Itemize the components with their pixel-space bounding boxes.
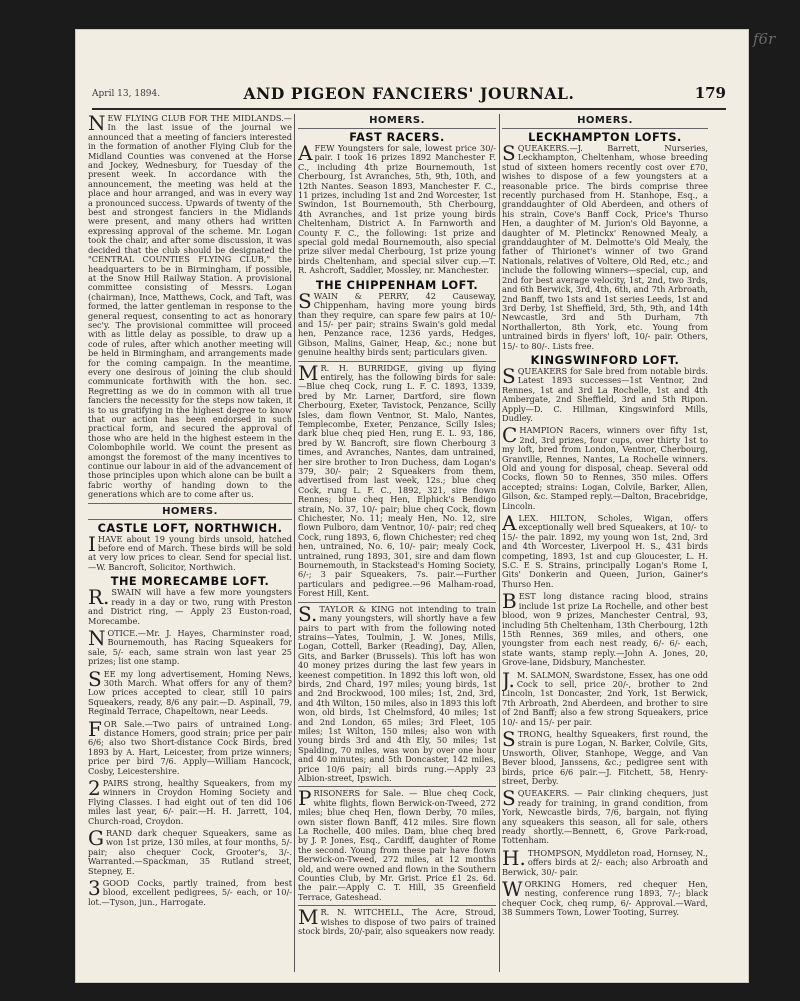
ad-text: R.SWAIN will have a few more youngsters ready in a day or two, rung with Preston and District ring, — Apply 23 Euston-road, Morecambe.: [88, 585, 292, 626]
ad-text: WORKING Homers, red chequer Hen, nesting, conference rung 1893, 7/-; black chequer Cock, cheq rump, 6/- Approval.—Ward, 38 Summers Town, Lower Tooting, Surrey.: [502, 877, 708, 918]
section-heading: HOMERS.: [577, 115, 633, 126]
ad-text: MR. N. WITCHELL, The Acre, Stroud, wishes to dispose of two pairs of trained stock birds, 20/-pair, also squeakers now ready.: [298, 905, 496, 937]
ad-text: H.THOMPSON, Myddleton road, Hornsey, N., offers birds at 2/- each; also Arbroath and Berwick, 30/- pair.: [502, 845, 708, 877]
ad-text: SQUEAKERS for Sale bred from notable birds. Latest 1893 successes—1st Ventnor, 2nd Rennes, 1st and 3rd La Rochelle, 1st and 4th Ambergate, 2nd Sheffield, 3rd and 5th Ripon. Apply—D. C. Hillman, Kingswinford Mills, Dudley.: [502, 363, 708, 423]
journal-title: AND PIGEON FANCIERS' JOURNAL.: [243, 84, 575, 103]
column-2: [298, 114, 496, 974]
ad-heading: THE CHIPPENHAM LOFT.: [315, 278, 479, 292]
ad-heading: LECKHAMPTON LOFTS.: [528, 131, 682, 144]
ad-text: 3GOOD Cocks, partly trained, from best blood, excellent pedigrees, 5/- each, or 10/- lot.—Tyson, jun., Harrogate.: [88, 876, 292, 907]
column-3: [502, 114, 708, 974]
ad-text: IHAVE about 19 young birds unsold, hatched before end of March. These birds will be sold at very low prices to clear. Send for special list.—W. Bancroft, Solicitor, Northwich.: [88, 531, 292, 572]
ad-text: GRAND dark chequer Squeakers, same as won 1st prize, 130 miles, at four months, 5/- pair; also chequer Cock, Grooter's, 3/-. Warranted.—Spackman, 35 Rutland street, Stepney, E.: [88, 826, 292, 876]
ad-text: FOR Sale.—Two pairs of untrained Long-distance Homers, good strain; price per pair 6/6; also two Short-distance Cock Birds, bred 1893 by A. Hart, Leicester, from prize winners; price per bird 7/6. Apply—William Hancock, Cosby, Leicestershire.: [88, 716, 292, 776]
ad-text: SWAIN & PERRY, 42 Causeway, Chippenham, having more young birds than they require, can spare few pairs at 10/- and 15/- per pair; strains Swain's gold medal hen, Penzance race, 1236 yards, Hedges, Gibson, Malins, Gainer, Heap, &c.; none but genuine healthy birds sent; particulars given.: [298, 288, 496, 358]
divider: [298, 128, 496, 129]
section-heading: HOMERS.: [369, 115, 425, 126]
header-rule: [92, 108, 726, 110]
ad-text: STRONG, healthy Squeakers, first round, the strain is pure Logan, N. Barker, Colvile, Gits, Unsworth, Oliver, Stanhope, Wegge, and Van Bever blood, Janssens, &c.; pedigree sent with birds, price 6/6 pair.—J. Fitchett, 58, Henry-street, Derby.: [502, 726, 708, 786]
page-header: [92, 84, 726, 106]
ad-text: S.TAYLOR & KING not intending to train many youngsters, will shortly have a few pairs to part with from the following noted strains—Yates, Toulmin, J. W. Jones, Mills, Logan, Cottell, Barker (Reading), Day, Allen, Gits, and Barker (Brussels). This loft has won 40 money prizes during the last few years in keenest competition. In 1892 this loft won, old birds, 2nd Chard, 197 miles; young birds, 1st and 2nd Brockwood, 100 miles; 1st, 2nd, 3rd, and 4th Wilton, 150 miles, also in 1893 this loft won, old birds, 1st Chelmsford, 40 miles; 1st and 2nd London, 65 miles; 3rd Fleet, 105 miles; 1st Wilton, 150 miles; also won with young birds 3rd and 4th Ely, 50 miles; 1st Spalding, 70 miles, was won by over one hour and 40 minutes; and 5th Doncaster, 142 miles, price 10/6 pair; all birds rung.—Apply 23 Albion-street, Ipswich.: [298, 601, 496, 783]
ad-text: J.M. SALMON, Swardstone, Essex, has one odd Cock to sell, price 20/-, brother to 2nd Lincoln, 1st Doncaster, 2nd York, 1st Berwick, 7th Arbroath, 2nd Aberdeen, and brother to sire of 2nd Banff; also a few strong Squeakers, price 10/- and 15/- per pair.: [502, 667, 708, 727]
ad-text: SQUEAKERS.—J. Barrett, Nurseries, Leckhampton, Cheltenham, whose breeding stud of sixteen homers recently cost over £70, wishes to dispose of a few youngsters at a reasonable price. The birds comprise three recently purchased from H. Stanhope, Esq., a granddaughter of Old Aberdeen, and others of his strain, Cove's Banff Cock, Price's Thurso Hen, a daughter of M. Jurion's Old Bayonne, a daughter of M. Pletinckx' Renowned Mealy, a granddaughter of M. Delmotte's Old Mealy, the father of Thirionet's winner of two Grand Nationals, relatives of Voltere, Old Red, etc.; and include the following winners—special, cup, and 2nd for best average velocity, 1st, 2nd, two 3rds, and 6th Berwick, 3rd, 4th, 6th, and 7th Arbroath, 2nd Banff, two 1sts and 1st series Leeds, 1st and 3rd Derby, 1st Sheffield, 3rd, 5th, 9th, and 14th Newcastle, 3rd and 5th Durham, 7th Northallerton, 8th York, etc. Young from untrained birds in flyers' loft, 10/- pair. Others, 15/- to 80/-. Lists free.: [502, 141, 708, 351]
divider: [502, 128, 708, 129]
divider: [298, 602, 496, 603]
page-number: 179: [694, 84, 726, 102]
ad-heading: THE MORECAMBE LOFT.: [110, 575, 270, 589]
column-1: [88, 114, 292, 974]
ad-text: CHAMPION Racers, winners over fifty 1st, 2nd, 3rd prizes, four cups, over thirty 1st to my loft, bred from London, Ventnor, Cherbourg, Granville, Rennes, Nantes, La Rochelle winners. Old and young for disposal, cheap. Several odd Cocks, flown 50 to Rennes, 350 miles. Offers accepted; strains: Logan, Colvile, Barker, Allen, Gilson, &c. Stamped reply.—Dalton, Bracebridge, Lincoln.: [502, 423, 708, 511]
ad-text: SQUEAKERS. — Pair clinking chequers, just ready for training, in grand condition, from York, Newcastle birds, 7/6, bargain, not flying any squeakers this season, all for sale, others ready shortly.—Bennett, 6, Grove Park-road, Tottenham.: [502, 786, 708, 846]
divider: [88, 519, 292, 520]
column-divider: [294, 114, 295, 972]
ad-heading: FAST RACERS.: [349, 131, 445, 144]
divider: [298, 361, 496, 362]
column-divider: [499, 114, 500, 972]
ad-text: NOTICE.—Mr. J. Hayes, Charminster road, Bournemouth, has Racing Squeakers for sale, 5/- each, same strain won last year 25 prizes; list one stamp.: [88, 625, 292, 667]
pencil-annotation: f6r: [753, 30, 776, 48]
ad-text: SEE my long advertisement, Homing News, 30th March. What offers for any of them? Low prices accepted to clear, still 10 pairs Squeakers, ready, 8/6 any pair.—D. Aspinall, 79, Reginald Terrace, Chapeltown, near Leeds.: [88, 666, 292, 717]
ad-text: MR. H. BURRIDGE, giving up flying entirely, has the following birds for sale:—Blue cheq Cock, rung L. F. C. 1893, 1339, bred by Mr. Larner, Dartford, sire flown Cherbourg, Exeter, Tavistock, Penzance, Scilly Isles, dam flown Ventnor, St. Malo, Nantes, Templecombe, Exeter, Penzance, Scilly Isles; dark blue cheq pied Hen, rung E. L. 93, 186, bred by W. Bancroft, sire flown Cherbourg 3 times, and Avranches, Nantes, dam untrained, her sire brother to Iron Duchess, dam Logan's 379, 30/- pair; 2 Squeakers from them, advertised from last week, 12s.; blue cheq Cock, rung L. F. C., 1892, 321, sire flown Rennes; blue cheq Hen, Elphick's Bendigo strain, No. 37, 10/- pair; blue cheq Cock, flown Chichester, No. 11; mealy Hen, No. 12, sire flown Pulboro, dam Ventnor, 10/- pair; red cheq Cock, rung 1893, 6, flown Chichester; red cheq hen, untrained, No. 6, 10/- pair; mealy Cock, untrained, rung 1893, 301, sire and dam flown Bournemouth, in Stackstead's Homing Society, 6/-; 3 pair Squeakers, 7s. pair.—Further particulars and pedigree.—96 Malham-road, Forest Hill, Kent.: [298, 360, 496, 599]
ad-heading: KINGSWINFORD LOFT.: [530, 353, 680, 367]
section-heading: HOMERS.: [162, 505, 218, 517]
ad-text: 2PAIRS strong, healthy Squeakers, from my winners in Croydon Homing Society and Flying Classes. I had eight out of ten did 106 miles last year, 6/- pair.—H. H. Jarrett, 104, Church-road, Croydon.: [88, 776, 292, 826]
ad-text: ALEX. HILTON, Scholes, Wigan, offers exceptionally well bred Squeakers, at 10/- to 15/- the pair. 1892, my young won 1st, 2nd, 3rd and 4th Worcester, Liverpool H. S., 431 birds competing, 1893, 1st and cup Gloucester, L. H. S.C. E S. Strains, principally Logan's Rome I, Gits' Donkerin and Queen, Jurion, Gainer's Thurso Hen.: [502, 511, 708, 589]
ad-text: BEST long distance racing blood, strains include 1st prize La Rochelle, and other best blood, won 9 prizes, Manchester Central, 93, including 5th Cheltenham, 13th Cherbourg, 12th 15th Rennes, 369 miles, and others, one youngster from each nest ready, 6/- 6/- each, state wants, stamp reply.—John A. Jones, 20, Grove-lane, Didsbury, Manchester.: [502, 589, 708, 668]
issue-date: April 13, 1894.: [92, 89, 161, 99]
newspaper-page: [76, 30, 748, 982]
ad-text: PRISONERS for Sale. — Blue cheq Cock, white flights, flown Berwick-on-Tweed, 272 miles; blue cheq Hen, flown Derby, 70 miles, own sister flown Banff, 412 miles. Sire flown La Rochelle, 400 miles. Dam, blue cheq bred by J. P. Jones, Esq., Cardiff, daughter of Rome the second. Young from these pair have flown Berwick-on-Tweed, 272 miles, at 12 months old, and were owned and flown in the Southern Counties Club, by Mr. Grist. Price £1 2s. 6d. the pair.—Apply C. T. Hill, 35 Greenfield Terrace, Gateshead.: [298, 786, 496, 902]
ad-text: AFEW Youngsters for sale, lowest price 30/- pair. I took 16 prizes 1892 Manchester F. C., including 4th prize Bournemouth, 1st Cherbourg, 1st Avranches, 5th, 9th, 10th, and 12th Nantes. Season 1893, Manchester F. C., 11 prizes, including 1st and 2nd Worcester, 1st Swindon, 1st Bournemouth, 5th Cherbourg, 4th Avranches, and 1st prize young birds Cheltenham, District A. In Farnworth and County F. C., the following: 1st prize and special gold medal Bournemouth, also special prize silver medal Cherbourg, 1st prize young birds Cheltenham, and special silver cup.—T. R. Ashcroft, Saddler, Mossley, nr. Manchester.: [298, 141, 496, 276]
ad-heading: CASTLE LOFT, NORTHWICH.: [97, 521, 283, 535]
divider: [88, 503, 292, 504]
flying-club-article: NEW FLYING CLUB FOR THE MIDLANDS.—In the last issue of the journal we announced that a meeting of fanciers interested in the formation of another Flying Club for the Midland Counties was convened at the Horse and Jockey, Wednesbury, for Tuesday of the present week. In accordance with the announcement, the meeting was held at the place and hour arranged, and was in every way a pronounced success. Upwards of twenty of the best and strongest fanciers in the Midlands were present, and many others had written expressing approval of the scheme. Mr. Logan took the chair, and after some discussion, it was decided that the club should be designated the "CENTRAL COUNTIES FLYING CLUB," the headquarters to be in Birmingham, if possible, at the Snow Hill Railway Station. A provisional committee consisting of Messrs. Logan (chairman), Ince, Matthews, Cock, and Taft, was formed, the latter gentleman in response to the general request, consenting to act as honorary sec'y. The provisional committee will proceed with as little delay as possible, to draw up a code of rules, after which another meeting will be held in Birmingham, and arrangements made for the coming campaign. In the meantime, every one desirous of joining the club should communicate forthwith with the hon. sec. Regretting as we do in common with all true fanciers the necessity for the steps now taken, it is to us gratifying in the highest degree to know that our action has been endorsed in such practical form, and secured the approval of those who are held in the highest esteem in the Colombophile world. We count the present as amongst the foremost of the many incentives to continue our labour in aid of the advancement of those principles upon which alone can be built a fabric worthy of handing down to the generations which are to come after us.: [88, 114, 292, 500]
